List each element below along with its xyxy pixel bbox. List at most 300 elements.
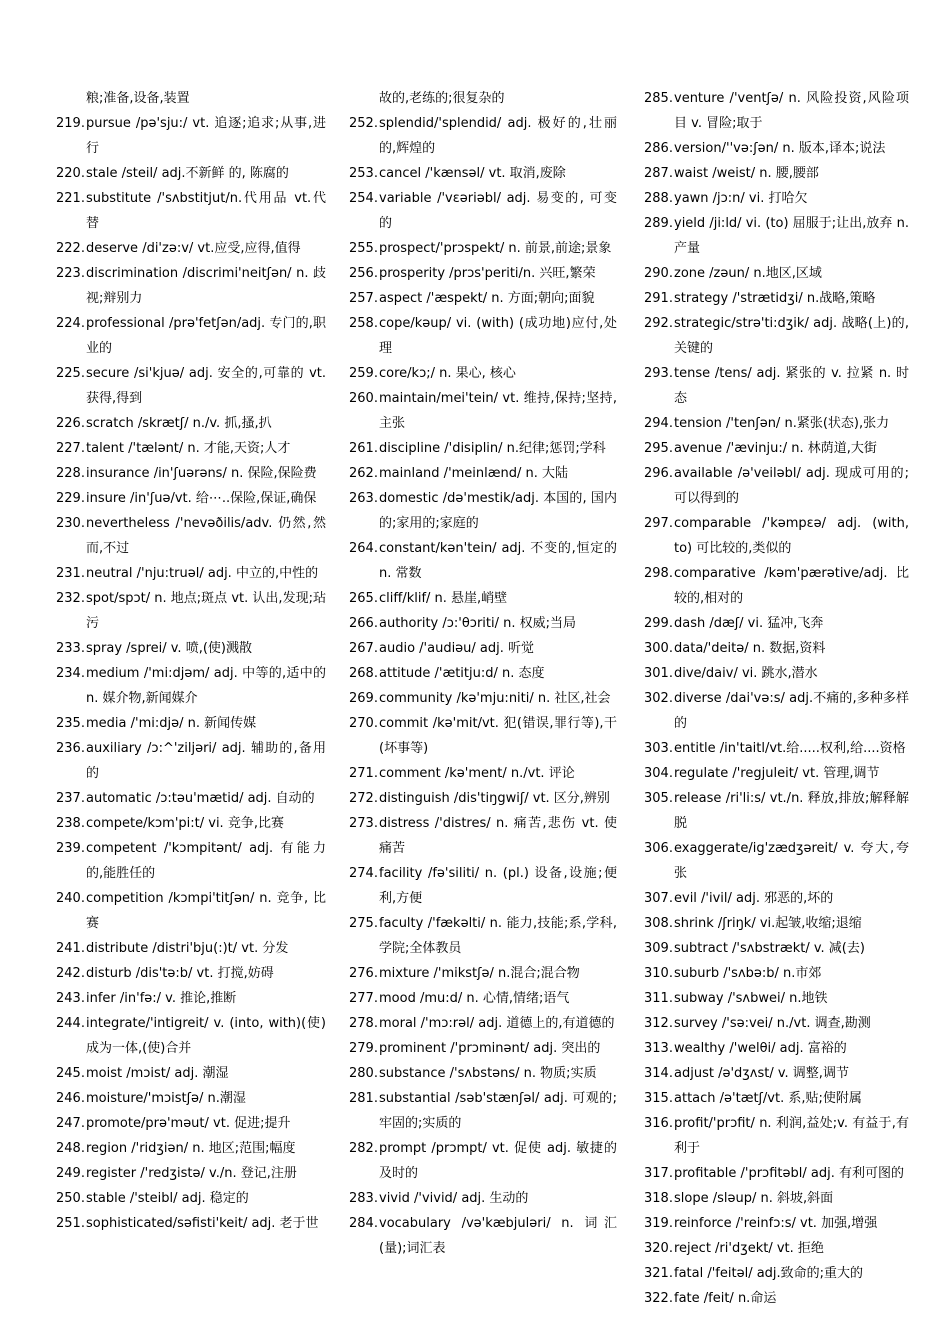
vocab-entry bbox=[56, 261, 326, 311]
entry-number: 284. bbox=[349, 1216, 378, 1231]
entry-number: 306. bbox=[644, 841, 673, 856]
entry-text: professional /prə'fetʃən/adj. 专门的,职业的 bbox=[86, 316, 326, 356]
vocab-entry bbox=[349, 911, 617, 961]
vocab-entry bbox=[56, 1186, 326, 1211]
entry-number: 305. bbox=[644, 791, 673, 806]
vocab-entry bbox=[56, 186, 326, 236]
vocab-entry bbox=[644, 1261, 909, 1286]
entry-number: 298. bbox=[644, 566, 673, 581]
vocab-entry bbox=[349, 386, 617, 436]
vocab-entry bbox=[56, 586, 326, 636]
entry-number: 235. bbox=[56, 716, 85, 731]
entry-number: 255. bbox=[349, 241, 378, 256]
entry-number: 288. bbox=[644, 191, 673, 206]
vocab-entry bbox=[349, 1186, 617, 1211]
vocab-entry bbox=[644, 461, 909, 511]
entry-text: mood /mu:d/ n. 心情,情绪;语气 bbox=[379, 991, 570, 1006]
entry-number: 280. bbox=[349, 1066, 378, 1081]
entry-text: evil /'ivil/ adj. 邪恶的,坏的 bbox=[674, 891, 834, 906]
entry-text: spray /sprei/ v. 喷,(使)溅散 bbox=[86, 641, 252, 656]
entry-number: 228. bbox=[56, 466, 85, 481]
vocab-entry bbox=[56, 636, 326, 661]
entry-number: 292. bbox=[644, 316, 673, 331]
entry-number: 289. bbox=[644, 216, 673, 231]
vocab-entry bbox=[644, 1286, 909, 1311]
vocab-entry bbox=[349, 811, 617, 861]
entry-number: 303. bbox=[644, 741, 673, 756]
vocab-entry bbox=[349, 161, 617, 186]
entry-number: 304. bbox=[644, 766, 673, 781]
entry-text: dive/daiv/ vi. 跳水,潜水 bbox=[674, 666, 818, 681]
entry-number: 262. bbox=[349, 466, 378, 481]
entry-number: 243. bbox=[56, 991, 85, 1006]
vocab-entry bbox=[644, 1236, 909, 1261]
vocab-entry bbox=[644, 786, 909, 836]
vocab-entry bbox=[349, 361, 617, 386]
entry-text: infer /in'fə:/ v. 推论,推断 bbox=[86, 991, 237, 1006]
entry-number: 222. bbox=[56, 241, 85, 256]
entry-text: medium /'mi:djəm/ adj. 中等的,适中的 n. 媒介物,新闻媒介 bbox=[86, 666, 326, 706]
entry-number: 220. bbox=[56, 166, 85, 181]
entry-text: substantial /səb'stænʃəl/ adj. 可观的;牢固的;实质的 bbox=[379, 1091, 617, 1131]
entry-text: stable /'steibl/ adj. 稳定的 bbox=[86, 1191, 249, 1206]
entry-number: 244. bbox=[56, 1016, 85, 1031]
vocab-entry bbox=[644, 361, 909, 411]
entry-text: attitude /'ætitju:d/ n. 态度 bbox=[379, 666, 545, 681]
entry-number: 307. bbox=[644, 891, 673, 906]
entry-number: 253. bbox=[349, 166, 378, 181]
vocab-entry bbox=[349, 436, 617, 461]
entry-number: 290. bbox=[644, 266, 673, 281]
vocab-entry bbox=[349, 1136, 617, 1186]
vocab-entry bbox=[349, 286, 617, 311]
entry-text: integrate/'intigreit/ v. (into, with)(使)成为一体,(使)合并 bbox=[86, 1016, 326, 1056]
entry-text: automatic /ɔ:təu'mætid/ adj. 自动的 bbox=[86, 791, 315, 806]
vocab-column-1 bbox=[56, 86, 326, 1236]
entry-number: 223. bbox=[56, 266, 85, 281]
entry-text: vocabulary /və'kæbjuləri/ n. 词汇(量);词汇表 bbox=[379, 1216, 617, 1256]
vocab-entry bbox=[644, 1011, 909, 1036]
entry-number: 279. bbox=[349, 1041, 378, 1056]
entry-text: disturb /dis'tə:b/ vt. 打搅,妨碍 bbox=[86, 966, 274, 981]
vocab-entry bbox=[56, 461, 326, 486]
entry-text: media /'mi:djə/ n. 新闻传媒 bbox=[86, 716, 257, 731]
entry-number: 240. bbox=[56, 891, 85, 906]
entry-number: 277. bbox=[349, 991, 378, 1006]
vocab-entry bbox=[56, 986, 326, 1011]
entry-number: 299. bbox=[644, 616, 673, 631]
entry-number: 271. bbox=[349, 766, 378, 781]
entry-text: discipline /'disiplin/ n.纪律;惩罚;学科 bbox=[379, 441, 606, 456]
entry-text: facility /fə'siliti/ n. (pl.) 设备,设施;便利,方便 bbox=[379, 866, 617, 906]
entry-number: 251. bbox=[56, 1216, 85, 1231]
entry-text: exaggerate/ig'zædʒəreit/ v. 夸大,夸张 bbox=[674, 841, 909, 881]
entry-number: 267. bbox=[349, 641, 378, 656]
entry-text: aspect /'æspekt/ n. 方面;朝向;面貌 bbox=[379, 291, 595, 306]
entry-number: 239. bbox=[56, 841, 85, 856]
entry-text: sophisticated/səfisti'keit/ adj. 老于世 bbox=[86, 1216, 319, 1231]
entry-number: 241. bbox=[56, 941, 85, 956]
entry-text: zone /zəun/ n.地区,区域 bbox=[674, 266, 822, 281]
entry-number: 242. bbox=[56, 966, 85, 981]
vocab-entry bbox=[644, 1161, 909, 1186]
entry-text: distribute /distri'bju(:)t/ vt. 分发 bbox=[86, 941, 289, 956]
entry-number: 314. bbox=[644, 1066, 673, 1081]
entry-number: 232. bbox=[56, 591, 85, 606]
entry-text: stale /steil/ adj.不新鲜 的, 陈腐的 bbox=[86, 166, 289, 181]
entry-text: authority /ɔ:'θɔriti/ n. 权威;当局 bbox=[379, 616, 577, 631]
entry-text: 粮;准备,设备,装置 bbox=[86, 91, 190, 106]
vocab-entry bbox=[349, 961, 617, 986]
entry-text: moist /mɔist/ adj. 潮湿 bbox=[86, 1066, 229, 1081]
entry-text: entitle /in'taitl/vt.给.....权利,给....资格 bbox=[674, 741, 906, 756]
entry-number: 233. bbox=[56, 641, 85, 656]
entry-text: strategy /'strætidʒi/ n.战略,策略 bbox=[674, 291, 876, 306]
entry-text: reject /ri'dʒekt/ vt. 拒绝 bbox=[674, 1241, 824, 1256]
vocab-entry bbox=[349, 611, 617, 636]
vocab-entry bbox=[644, 1086, 909, 1111]
entry-text: shrink /ʃriŋk/ vi.起皱,收缩;退缩 bbox=[674, 916, 862, 931]
entry-text: yawn /jɔ:n/ vi. 打哈欠 bbox=[674, 191, 808, 206]
vocab-entry bbox=[644, 286, 909, 311]
entry-text: version/''və:ʃən/ n. 版本,译本;说法 bbox=[674, 141, 886, 156]
vocab-entry bbox=[644, 611, 909, 636]
entry-text: diverse /dai'və:s/ adj.不痛的,多种多样的 bbox=[674, 691, 909, 731]
entry-number: 302. bbox=[644, 691, 673, 706]
vocab-entry bbox=[644, 1186, 909, 1211]
vocab-entry bbox=[56, 1211, 326, 1236]
vocab-entry bbox=[349, 486, 617, 536]
entry-text: 故的,老练的;很复杂的 bbox=[379, 91, 505, 106]
entry-text: profitable /'prɔfitəbl/ adj. 有利可图的 bbox=[674, 1166, 904, 1181]
vocab-entry bbox=[56, 1161, 326, 1186]
entry-text: vivid /'vivid/ adj. 生动的 bbox=[379, 1191, 529, 1206]
entry-text: cliff/klif/ n. 悬崖,峭壁 bbox=[379, 591, 508, 606]
vocab-column-3 bbox=[644, 86, 909, 1311]
vocab-entry bbox=[644, 686, 909, 736]
entry-text: avenue /'ævinju:/ n. 林荫道,大街 bbox=[674, 441, 877, 456]
entry-text: register /'redʒistə/ v./n. 登记,注册 bbox=[86, 1166, 297, 1181]
entry-text: dash /dæʃ/ vi. 猛冲,飞奔 bbox=[674, 616, 824, 631]
entry-number: 275. bbox=[349, 916, 378, 931]
entry-text: prosperity /prɔs'periti/n. 兴旺,繁荣 bbox=[379, 266, 596, 281]
entry-text: subtract /'sʌbstrækt/ v. 减(去) bbox=[674, 941, 865, 956]
vocab-entry bbox=[644, 1061, 909, 1086]
vocab-entry bbox=[56, 886, 326, 936]
vocab-entry bbox=[349, 461, 617, 486]
entry-number: 229. bbox=[56, 491, 85, 506]
vocab-entry bbox=[56, 111, 326, 161]
entry-number: 270. bbox=[349, 716, 378, 731]
entry-number: 283. bbox=[349, 1191, 378, 1206]
entry-text: reinforce /'reinfɔ:s/ vt. 加强,增强 bbox=[674, 1216, 878, 1231]
vocab-entry bbox=[349, 1086, 617, 1136]
vocab-entry bbox=[56, 961, 326, 986]
entry-number: 309. bbox=[644, 941, 673, 956]
vocab-entry bbox=[349, 786, 617, 811]
entry-number: 315. bbox=[644, 1091, 673, 1106]
vocab-entry bbox=[644, 311, 909, 361]
entry-text: cancel /'kænsəl/ vt. 取消,废除 bbox=[379, 166, 566, 181]
entry-text: constant/kən'tein/ adj. 不变的,恒定的 n. 常数 bbox=[379, 541, 617, 581]
entry-text: audio /'audiəu/ adj. 听觉 bbox=[379, 641, 535, 656]
vocab-entry bbox=[644, 636, 909, 661]
vocab-entry bbox=[56, 411, 326, 436]
entry-text: commit /kə'mit/vt. 犯(错误,罪行等),干(坏事等) bbox=[379, 716, 617, 756]
entry-text: mixture /'mikstʃə/ n.混合;混合物 bbox=[379, 966, 580, 981]
entry-number: 276. bbox=[349, 966, 378, 981]
vocab-entry bbox=[56, 561, 326, 586]
entry-number: 261. bbox=[349, 441, 378, 456]
entry-text: spot/spɔt/ n. 地点;斑点 vt. 认出,发现;玷污 bbox=[86, 591, 326, 631]
vocab-entry bbox=[349, 536, 617, 586]
entry-text: competent /'kɔmpitənt/ adj. 有能力的,能胜任的 bbox=[86, 841, 326, 881]
entry-text: region /'ridʒiən/ n. 地区;范围;幅度 bbox=[86, 1141, 296, 1156]
entry-number: 258. bbox=[349, 316, 378, 331]
entry-text: regulate /'regjuleit/ vt. 管理,调节 bbox=[674, 766, 880, 781]
vocab-entry bbox=[644, 186, 909, 211]
entry-text: tense /tens/ adj. 紧张的 v. 拉紧 n. 时态 bbox=[674, 366, 909, 406]
entry-text: adjust /ə'dʒʌst/ v. 调整,调节 bbox=[674, 1066, 849, 1081]
vocab-entry bbox=[349, 311, 617, 361]
entry-text: promote/prə'məut/ vt. 促进;提升 bbox=[86, 1116, 291, 1131]
vocab-entry bbox=[644, 86, 909, 136]
entry-number: 291. bbox=[644, 291, 673, 306]
entry-text: maintain/mei'tein/ vt. 维持,保持;坚持,主张 bbox=[379, 391, 617, 431]
vocab-entry bbox=[56, 736, 326, 786]
entry-text: mainland /'meinlænd/ n. 大陆 bbox=[379, 466, 569, 481]
vocab-entry bbox=[56, 1086, 326, 1111]
vocab-entry bbox=[56, 486, 326, 511]
entry-text: attach /ə'tætʃ/vt. 系,贴;使附属 bbox=[674, 1091, 862, 1106]
vocab-entry bbox=[349, 761, 617, 786]
entry-text: prospect/'prɔspekt/ n. 前景,前途;景象 bbox=[379, 241, 612, 256]
entry-number: 311. bbox=[644, 991, 673, 1006]
entry-text: moral /'mɔ:rəl/ adj. 道德上的,有道德的 bbox=[379, 1016, 615, 1031]
entry-text: prominent /'prɔminənt/ adj. 突出的 bbox=[379, 1041, 601, 1056]
vocab-entry bbox=[644, 211, 909, 261]
entry-number: 236. bbox=[56, 741, 85, 756]
vocab-entry bbox=[56, 1011, 326, 1061]
vocab-entry bbox=[349, 861, 617, 911]
entry-number: 250. bbox=[56, 1191, 85, 1206]
entry-number: 224. bbox=[56, 316, 85, 331]
vocab-entry bbox=[644, 911, 909, 936]
entry-number: 252. bbox=[349, 116, 378, 131]
entry-text: strategic/strə'ti:dʒik/ adj. 战略(上)的,关键的 bbox=[674, 316, 909, 356]
entry-number: 269. bbox=[349, 691, 378, 706]
entry-number: 300. bbox=[644, 641, 673, 656]
vocab-entry bbox=[644, 661, 909, 686]
vocab-entry bbox=[56, 86, 326, 111]
entry-number: 297. bbox=[644, 516, 673, 531]
entry-number: 256. bbox=[349, 266, 378, 281]
vocab-entry bbox=[56, 811, 326, 836]
vocab-column-2 bbox=[349, 86, 617, 1261]
vocab-entry bbox=[349, 111, 617, 161]
vocab-entry bbox=[56, 1111, 326, 1136]
entry-number: 316. bbox=[644, 1116, 673, 1131]
entry-text: data/'deitə/ n. 数据,资料 bbox=[674, 641, 826, 656]
entry-number: 310. bbox=[644, 966, 673, 981]
entry-number: 246. bbox=[56, 1091, 85, 1106]
entry-text: scratch /skrætʃ/ n./v. 抓,搔,扒 bbox=[86, 416, 272, 431]
entry-number: 273. bbox=[349, 816, 378, 831]
entry-number: 317. bbox=[644, 1166, 673, 1181]
vocab-entry bbox=[644, 761, 909, 786]
entry-text: waist /weist/ n. 腰,腰部 bbox=[674, 166, 819, 181]
entry-text: substance /'sʌbstəns/ n. 物质;实质 bbox=[379, 1066, 597, 1081]
entry-number: 281. bbox=[349, 1091, 378, 1106]
entry-text: insure /in'ʃuə/vt. 给⋯..保险,保证,确保 bbox=[86, 491, 317, 506]
entry-number: 226. bbox=[56, 416, 85, 431]
entry-text: venture /'ventʃə/ n. 风险投资,风险项目 v. 冒险;取于 bbox=[674, 91, 909, 131]
entry-text: subway /'sʌbwei/ n.地铁 bbox=[674, 991, 828, 1006]
entry-text: neutral /'nju:truəl/ adj. 中立的,中性的 bbox=[86, 566, 319, 581]
entry-text: survey /'sə:vei/ n./vt. 调查,勘测 bbox=[674, 1016, 871, 1031]
entry-number: 319. bbox=[644, 1216, 673, 1231]
entry-text: comment /kə'ment/ n./vt. 评论 bbox=[379, 766, 575, 781]
vocab-entry bbox=[349, 1011, 617, 1036]
vocab-entry bbox=[56, 511, 326, 561]
entry-text: profit/'prɔfit/ n. 利润,益处;v. 有益于,有利于 bbox=[674, 1116, 909, 1156]
entry-number: 238. bbox=[56, 816, 85, 831]
entry-number: 264. bbox=[349, 541, 378, 556]
entry-text: tension /'tenʃən/ n.紧张(状态),张力 bbox=[674, 416, 890, 431]
vocab-entry bbox=[644, 736, 909, 761]
vocab-entry bbox=[56, 936, 326, 961]
entry-number: 312. bbox=[644, 1016, 673, 1031]
entry-number: 265. bbox=[349, 591, 378, 606]
vocab-entry bbox=[349, 586, 617, 611]
entry-text: suburb /'sʌbə:b/ n.市郊 bbox=[674, 966, 822, 981]
entry-number: 219. bbox=[56, 116, 85, 131]
entry-number: 295. bbox=[644, 441, 673, 456]
vocab-entry bbox=[644, 1211, 909, 1236]
entry-number: 268. bbox=[349, 666, 378, 681]
entry-text: community /kə'mju:niti/ n. 社区,社会 bbox=[379, 691, 611, 706]
entry-number: 234. bbox=[56, 666, 85, 681]
entry-text: nevertheless /'nevəðilis/adv. 仍然,然而,不过 bbox=[86, 516, 326, 556]
entry-text: deserve /di'zə:v/ vt.应受,应得,值得 bbox=[86, 241, 301, 256]
vocab-entry bbox=[644, 936, 909, 961]
vocab-entry bbox=[349, 236, 617, 261]
vocab-entry bbox=[56, 311, 326, 361]
entry-text: fate /feit/ n.命运 bbox=[674, 1291, 777, 1306]
vocab-entry bbox=[349, 636, 617, 661]
entry-text: splendid/'splendid/ adj. 极好的,壮丽的,辉煌的 bbox=[379, 116, 617, 156]
vocab-entry bbox=[644, 561, 909, 611]
vocab-entry bbox=[349, 661, 617, 686]
vocab-entry bbox=[349, 986, 617, 1011]
vocab-entry bbox=[644, 261, 909, 286]
entry-text: insurance /in'ʃuərəns/ n. 保险,保险费 bbox=[86, 466, 317, 481]
vocab-entry bbox=[644, 161, 909, 186]
entry-text: core/kɔ;/ n. 果心, 核心 bbox=[379, 366, 516, 381]
entry-number: 287. bbox=[644, 166, 673, 181]
vocab-entry bbox=[644, 1111, 909, 1161]
entry-number: 285. bbox=[644, 91, 673, 106]
vocab-entry bbox=[349, 1061, 617, 1086]
entry-number: 294. bbox=[644, 416, 673, 431]
entry-number: 320. bbox=[644, 1241, 673, 1256]
entry-text: discrimination /discrimi'neitʃən/ n. 歧视;辩别力 bbox=[86, 266, 326, 306]
vocab-entry bbox=[349, 261, 617, 286]
entry-text: auxiliary /ɔ:^'ziljəri/ adj. 辅助的,备用的 bbox=[86, 741, 326, 781]
entry-number: 247. bbox=[56, 1116, 85, 1131]
vocab-entry bbox=[644, 511, 909, 561]
vocab-entry bbox=[56, 1136, 326, 1161]
entry-text: available /ə'veiləbl/ adj. 现成可用的;可以得到的 bbox=[674, 466, 909, 506]
vocab-entry bbox=[644, 836, 909, 886]
vocab-entry bbox=[644, 886, 909, 911]
entry-text: release /ri'li:s/ vt./n. 释放,排放;解释解脱 bbox=[674, 791, 909, 831]
vocab-entry bbox=[349, 1211, 617, 1261]
vocab-entry bbox=[644, 961, 909, 986]
entry-number: 308. bbox=[644, 916, 673, 931]
entry-text: distinguish /dis'tiŋgwiʃ/ vt. 区分,辨别 bbox=[379, 791, 610, 806]
vocab-entry bbox=[349, 86, 617, 111]
entry-text: domestic /də'mestik/adj. 本国的, 国内的;家用的;家庭的 bbox=[379, 491, 617, 531]
entry-number: 286. bbox=[644, 141, 673, 156]
entry-number: 254. bbox=[349, 191, 378, 206]
vocab-entry bbox=[56, 236, 326, 261]
vocab-entry bbox=[56, 661, 326, 711]
entry-number: 245. bbox=[56, 1066, 85, 1081]
entry-number: 321. bbox=[644, 1266, 673, 1281]
entry-number: 296. bbox=[644, 466, 673, 481]
entry-number: 313. bbox=[644, 1041, 673, 1056]
entry-number: 266. bbox=[349, 616, 378, 631]
entry-number: 301. bbox=[644, 666, 673, 681]
entry-number: 259. bbox=[349, 366, 378, 381]
entry-number: 248. bbox=[56, 1141, 85, 1156]
vocab-entry bbox=[349, 1036, 617, 1061]
entry-number: 322. bbox=[644, 1291, 673, 1306]
vocab-entry bbox=[644, 1036, 909, 1061]
entry-text: faculty /'fækəlti/ n. 能力,技能;系,学科,学院;全体教员 bbox=[379, 916, 617, 956]
entry-text: secure /si'kjuə/ adj. 安全的,可靠的 vt. 获得,得到 bbox=[86, 366, 326, 406]
entry-text: variable /'vɛəriəbl/ adj. 易变的, 可变的 bbox=[379, 191, 617, 231]
entry-text: compete/kɔm'pi:t/ vi. 竞争,比赛 bbox=[86, 816, 284, 831]
vocab-entry bbox=[56, 711, 326, 736]
entry-number: 230. bbox=[56, 516, 85, 531]
entry-number: 257. bbox=[349, 291, 378, 306]
entry-text: substitute /'sʌbstitjut/n.代用品 vt.代替 bbox=[86, 191, 326, 231]
entry-number: 227. bbox=[56, 441, 85, 456]
entry-text: yield /ji:ld/ vi. (to) 屈服于;让出,放弃 n. 产量 bbox=[674, 216, 909, 256]
entry-text: wealthy /'welθi/ adj. 富裕的 bbox=[674, 1041, 847, 1056]
entry-number: 221. bbox=[56, 191, 85, 206]
vocab-entry bbox=[56, 436, 326, 461]
entry-text: competition /kɔmpi'titʃən/ n. 竞争, 比赛 bbox=[86, 891, 326, 931]
vocab-entry bbox=[349, 186, 617, 236]
entry-number: 249. bbox=[56, 1166, 85, 1181]
entry-text: moisture/'mɔistʃə/ n.潮湿 bbox=[86, 1091, 246, 1106]
entry-number: 318. bbox=[644, 1191, 673, 1206]
vocab-entry bbox=[56, 836, 326, 886]
vocab-entry bbox=[56, 361, 326, 411]
entry-text: prompt /prɔmpt/ vt. 促使 adj. 敏捷的及时的 bbox=[379, 1141, 617, 1181]
vocab-entry bbox=[56, 161, 326, 186]
entry-number: 225. bbox=[56, 366, 85, 381]
entry-number: 274. bbox=[349, 866, 378, 881]
entry-text: pursue /pə'sju:/ vt. 追逐;追求;从事,进行 bbox=[86, 116, 326, 156]
entry-text: distress /'distres/ n. 痛苦,悲伤 vt. 使痛苦 bbox=[379, 816, 617, 856]
entry-number: 282. bbox=[349, 1141, 378, 1156]
entry-number: 260. bbox=[349, 391, 378, 406]
entry-text: comparable /'kəmpɛə/ adj. (with, to) 可比较的,类似的 bbox=[674, 516, 909, 556]
